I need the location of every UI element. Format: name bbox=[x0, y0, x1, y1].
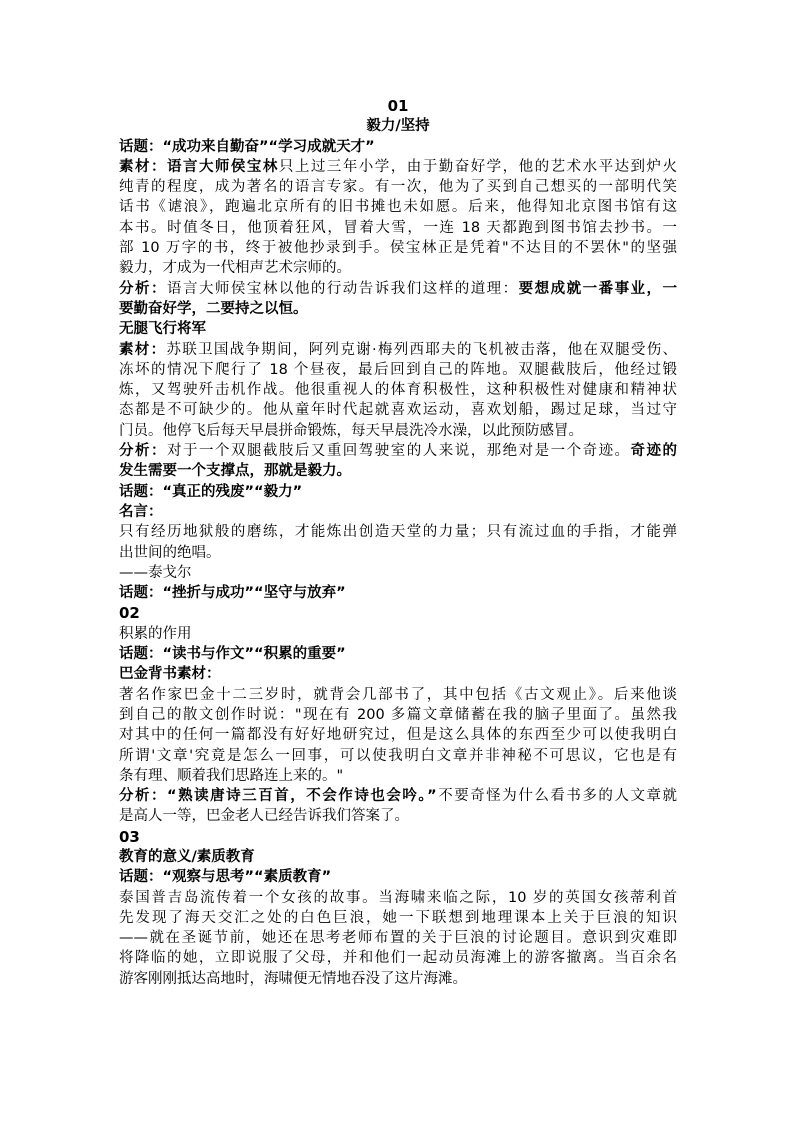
section-number: 01 bbox=[387, 97, 409, 115]
analysis-emphasis: 要想成就一番事业，一 bbox=[518, 280, 678, 297]
material-line: 所谓'文章'究竟是怎么一回事，可以使我明白文章并非神秘不可思议，它也是有 bbox=[119, 747, 677, 764]
section-title: 教育的意义/素质教育 bbox=[119, 848, 255, 865]
analysis-line bbox=[119, 441, 677, 461]
material-line: 态都是不可缺少的。他从童年时代起就喜欢运动，喜欢划船，踢过足球，当过守 bbox=[119, 402, 677, 419]
topic-line: 话题：“真正的残废”“毅力” bbox=[119, 483, 303, 500]
analysis-label: 分析： bbox=[119, 280, 167, 297]
material-text: 只上过三年小学，由于勤奋好学，他的艺术水平达到炉火 bbox=[278, 158, 678, 175]
subsection-title: 无腿飞行将军 bbox=[119, 321, 206, 338]
section-title: 积累的作用 bbox=[119, 625, 192, 642]
analysis-text: 不要奇怪为什么看书多的人文章就 bbox=[436, 788, 677, 805]
material-text: 苏联卫国战争期间，阿列克谢·梅列西耶夫的飞机被击落，他在双腿受伤、 bbox=[166, 341, 678, 358]
material-title: 巴金背书素材： bbox=[119, 666, 221, 683]
section-title: 毅力/坚持 bbox=[366, 118, 430, 135]
topic-line: 话题：“成功来自勤奋”“学习成就天才” bbox=[119, 138, 375, 155]
material-line bbox=[119, 340, 677, 360]
analysis-label: 分析： bbox=[119, 443, 167, 460]
material-person: 语言大师侯宝林 bbox=[166, 158, 279, 175]
material-line: 本书。时值冬日，他顶着狂风，冒着大雪，一连 18 天都跑到图书馆去抄书。一 bbox=[119, 219, 677, 236]
topic-line: 话题：“读书与作文”“积累的重要” bbox=[119, 646, 346, 663]
topic-line: 话题：“挫折与成功”“坚守与放弃” bbox=[119, 585, 346, 602]
material-line: 将降临的她，立即说服了父母，并和他们一起动员海滩上的游客撤离。当百余名 bbox=[119, 950, 677, 967]
material-line: 纯青的程度，成为著名的语言专家。有一次，他为了买到自己想买的一部明代笑 bbox=[119, 179, 677, 196]
material-label: 素材： bbox=[119, 158, 167, 175]
material-line: 毅力，才成为一代相声艺术宗师的。 bbox=[119, 260, 351, 277]
section-number: 03 bbox=[119, 827, 140, 846]
section-number: 02 bbox=[119, 604, 140, 623]
analysis-line bbox=[119, 279, 677, 299]
analysis-emphasis: 分析：“熟读唐诗三百首，不会作诗也会吟。” bbox=[119, 788, 437, 805]
material-line: 泰国普吉岛流传着一个女孩的故事。当海啸来临之际，10 岁的英国女孩蒂利首 bbox=[119, 889, 677, 906]
quote-line: 出世间的绝唱。 bbox=[119, 544, 221, 561]
analysis-emphasis: 奇迹的 bbox=[630, 443, 678, 460]
analysis-line bbox=[119, 786, 677, 806]
material-line: 部 10 万字的书，终于被他抄录到手。侯宝林正是凭着"不达目的不罢休"的坚强 bbox=[119, 240, 677, 257]
material-line: 到自己的散文创作时说："现在有 200 多篇文章储蓄在我的脑子里面了。虽然我 bbox=[119, 706, 677, 723]
quote-label: 名言： bbox=[119, 503, 163, 520]
document-page bbox=[119, 96, 677, 989]
material-line bbox=[119, 157, 677, 177]
material-line: 门员。他停飞后每天早晨拼命锻炼，每天早晨洗冷水澡，以此预防感冒。 bbox=[119, 422, 583, 439]
analysis-text: 语言大师侯宝林以他的行动告诉我们这样的道理： bbox=[166, 280, 519, 297]
material-line: 冻坏的情况下爬行了 18 个昼夜，最后回到自己的阵地。双腿截肢后，他经过锻 bbox=[119, 361, 677, 378]
material-line: 先发现了海天交汇之处的白色巨浪，她一下联想到地理课本上关于巨浪的知识 bbox=[119, 909, 677, 926]
analysis-emphasis-line: 发生需要一个支撑点，那就是毅力。 bbox=[119, 463, 351, 480]
material-line: 游客刚刚抵达高地时，海啸便无情地吞没了这片海滩。 bbox=[119, 970, 467, 987]
quote-author: ——泰戈尔 bbox=[119, 564, 192, 581]
analysis-emphasis-line: 要勤奋好学，二要持之以恒。 bbox=[119, 300, 308, 317]
topic-line: 话题：“观察与思考”“素质教育” bbox=[119, 869, 332, 886]
analysis-text: 对于一个双腿截肢后又重回驾驶室的人来说，那绝对是一个奇迹。 bbox=[166, 443, 631, 460]
material-line: 对其中的任何一篇都没有好好地研究过，但是这么具体的东西至少可以使我明白 bbox=[119, 727, 677, 744]
material-label: 素材： bbox=[119, 341, 167, 358]
material-line: 炼，又驾驶歼击机作战。他很重视人的体育积极性，这种积极性对健康和精神状 bbox=[119, 382, 677, 399]
material-line: 条有理、顺着我们思路连上来的。" bbox=[119, 767, 344, 784]
analysis-line: 是高人一等，巴金老人已经告诉我们答案了。 bbox=[119, 808, 409, 825]
material-line: 著名作家巴金十二三岁时，就背会几部书了，其中包括《古文观止》。后来他谈 bbox=[119, 686, 677, 703]
material-line: ——就在圣诞节前，她还在思考老师布置的关于巨浪的讨论题目。意识到灾难即 bbox=[119, 930, 677, 947]
material-line: 话书《谑浪》，跑遍北京所有的旧书摊也未如愿。后来，他得知北京图书馆有这 bbox=[119, 199, 677, 216]
quote-line: 只有经历地狱般的磨练，才能炼出创造天堂的力量；只有流过血的手指，才能弹 bbox=[119, 524, 677, 541]
